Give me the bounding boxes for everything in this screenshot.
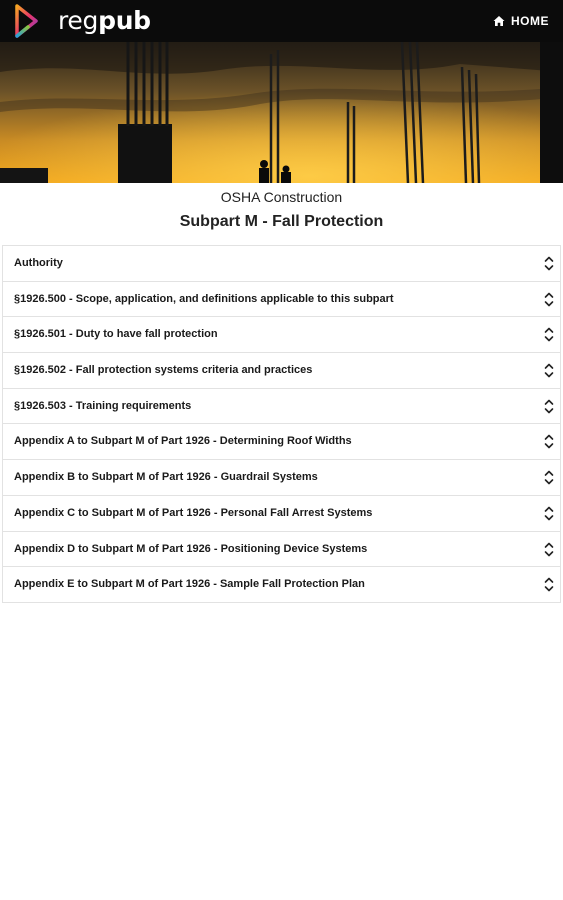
expand-chevrons-icon <box>544 505 554 522</box>
section-label: Authority <box>14 257 63 269</box>
regpub-logo-icon[interactable] <box>14 2 38 40</box>
section-label: §1926.502 - Fall protection systems criteria and practices <box>14 364 313 377</box>
section-row-appendix-b[interactable] <box>3 460 560 496</box>
section-row-1926-503[interactable] <box>3 389 560 425</box>
section-row-appendix-c[interactable] <box>3 496 560 532</box>
home-icon <box>493 15 505 27</box>
page-heading <box>0 183 563 243</box>
section-row-appendix-a[interactable] <box>3 424 560 460</box>
brand-part-1: reg <box>58 6 99 35</box>
section-label: Appendix C to Subpart M of Part 1926 - Personal Fall Arrest Systems <box>14 506 373 519</box>
section-label: Appendix A to Subpart M of Part 1926 - Determining Roof Widths <box>14 435 352 448</box>
expand-chevrons-icon <box>544 433 554 450</box>
expand-chevrons-icon <box>544 362 554 379</box>
expand-chevrons-icon <box>544 255 554 272</box>
section-label: Appendix E to Subpart M of Part 1926 - Sample Fall Protection Plan <box>14 578 365 591</box>
document-title: OSHA Construction <box>220 189 343 205</box>
section-label: §1926.503 - Training requirements <box>14 399 192 412</box>
section-label: Appendix D to Subpart M of Part 1926 - Positioning Device Systems <box>14 542 368 555</box>
app-header <box>0 0 563 42</box>
expand-chevrons-icon <box>544 398 554 415</box>
home-button[interactable] <box>493 14 549 28</box>
subpart-title: Subpart M - Fall Protection <box>179 213 384 230</box>
brand-part-2: pub <box>98 6 151 35</box>
expand-chevrons-icon <box>544 326 554 343</box>
home-label: HOME <box>511 14 549 28</box>
section-label: §1926.501 - Duty to have fall protection <box>14 328 218 341</box>
section-label: Appendix B to Subpart M of Part 1926 - Guardrail Systems <box>14 471 318 484</box>
section-row-appendix-e[interactable] <box>3 567 560 602</box>
construction-sunset-image <box>0 42 563 183</box>
section-row-1926-502[interactable] <box>3 353 560 389</box>
expand-chevrons-icon <box>544 291 554 308</box>
expand-chevrons-icon <box>544 469 554 486</box>
expand-chevrons-icon <box>544 576 554 593</box>
expand-chevrons-icon <box>544 541 554 558</box>
section-row-1926-500[interactable] <box>3 282 560 318</box>
section-accordion-list <box>2 245 561 603</box>
section-row-authority[interactable] <box>3 246 560 282</box>
brand-name <box>58 6 151 36</box>
section-row-appendix-d[interactable] <box>3 532 560 568</box>
section-row-1926-501[interactable] <box>3 317 560 353</box>
hero-banner-image <box>0 42 563 183</box>
section-label: §1926.500 - Scope, application, and definitions applicable to this subpart <box>14 292 394 305</box>
